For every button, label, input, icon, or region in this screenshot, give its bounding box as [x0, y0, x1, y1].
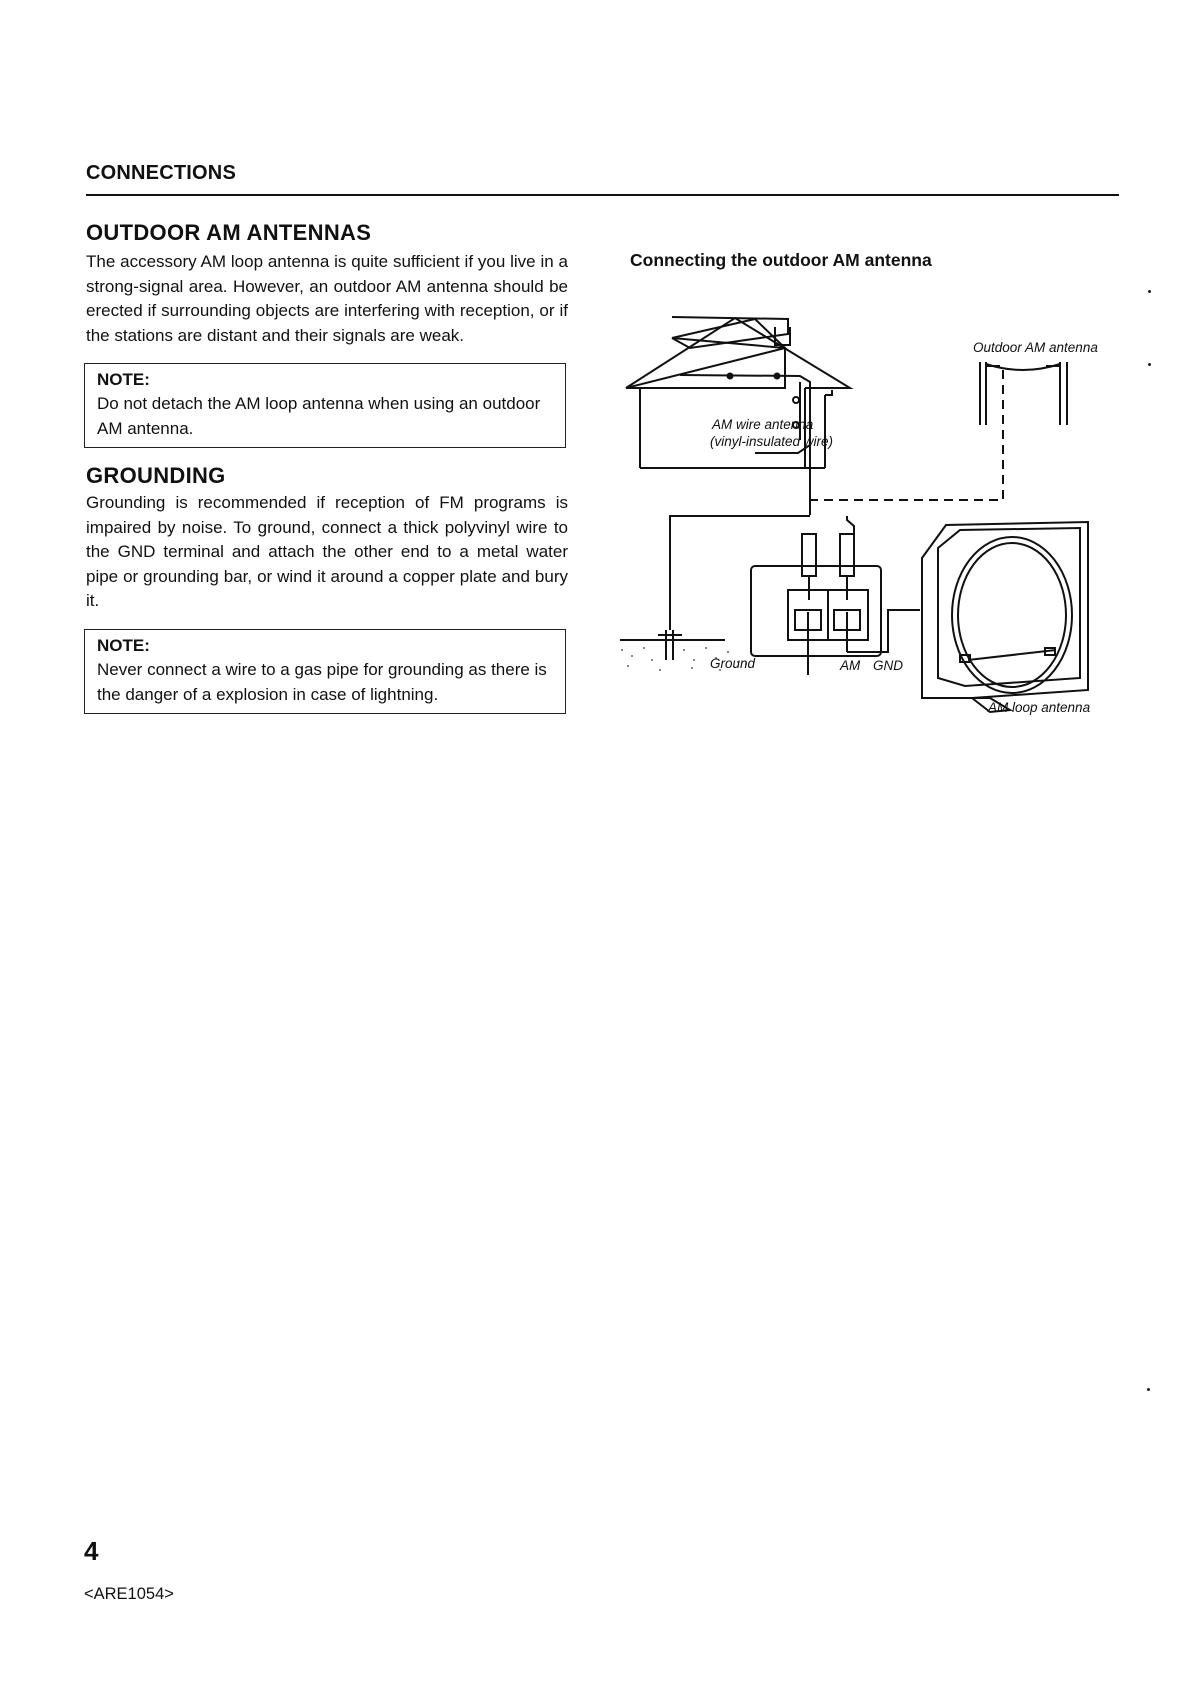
outdoor-am-note	[84, 363, 566, 448]
note-label: NOTE:	[97, 636, 150, 655]
loop-antenna-illustration	[922, 522, 1088, 712]
grounding-note	[84, 629, 566, 714]
outdoor-antenna-illustration	[980, 362, 1067, 425]
label-terminal-am: AM	[840, 658, 861, 673]
scan-mark	[1148, 363, 1151, 366]
figure-title: Connecting the outdoor AM antenna	[630, 250, 932, 270]
scan-mark	[1148, 290, 1151, 293]
note-text: Do not detach the AM loop antenna when using an outdoor AM antenna.	[97, 394, 541, 438]
label-ground: Ground	[710, 656, 756, 671]
section-title: CONNECTIONS	[86, 162, 236, 184]
document-code: <ARE1054>	[84, 1585, 174, 1603]
label-outdoor-am-antenna: Outdoor AM antenna	[973, 340, 1098, 355]
grounding-heading: GROUNDING	[86, 463, 226, 488]
outdoor-am-body: The accessory AM loop antenna is quite sufficient if you live in a strong-signal area. However, an outdoor AM antenna should be erected if surrounding objects are interfering with reception, or if the stations are distant and their signals are weak.	[86, 252, 568, 345]
grounding-body: Grounding is recommended if reception of FM programs is impaired by noise. To ground, connect a thick polyvinyl wire to the GND terminal and attach the other end to a metal water pipe or grounding bar, or wind it around a copper plate and bury it.	[86, 493, 568, 610]
outdoor-lead-dashed	[810, 370, 1003, 500]
scan-mark	[1147, 1388, 1150, 1391]
note-label: NOTE:	[97, 370, 150, 389]
antenna-connection-diagram	[620, 300, 1120, 730]
note-text: Never connect a wire to a gas pipe for grounding as there is the danger of a explosion in case of lightning.	[97, 660, 547, 704]
page-number: 4	[84, 1536, 99, 1566]
label-am-loop-antenna: AM loop antenna	[988, 700, 1091, 715]
outdoor-am-heading: OUTDOOR AM ANTENNAS	[86, 220, 372, 245]
header-rule	[86, 194, 1119, 196]
label-vinyl-insulated-wire: (vinyl-insulated wire)	[710, 434, 834, 449]
label-terminal-gnd: GND	[873, 658, 903, 673]
label-am-wire-antenna: AM wire antenna	[712, 417, 814, 432]
